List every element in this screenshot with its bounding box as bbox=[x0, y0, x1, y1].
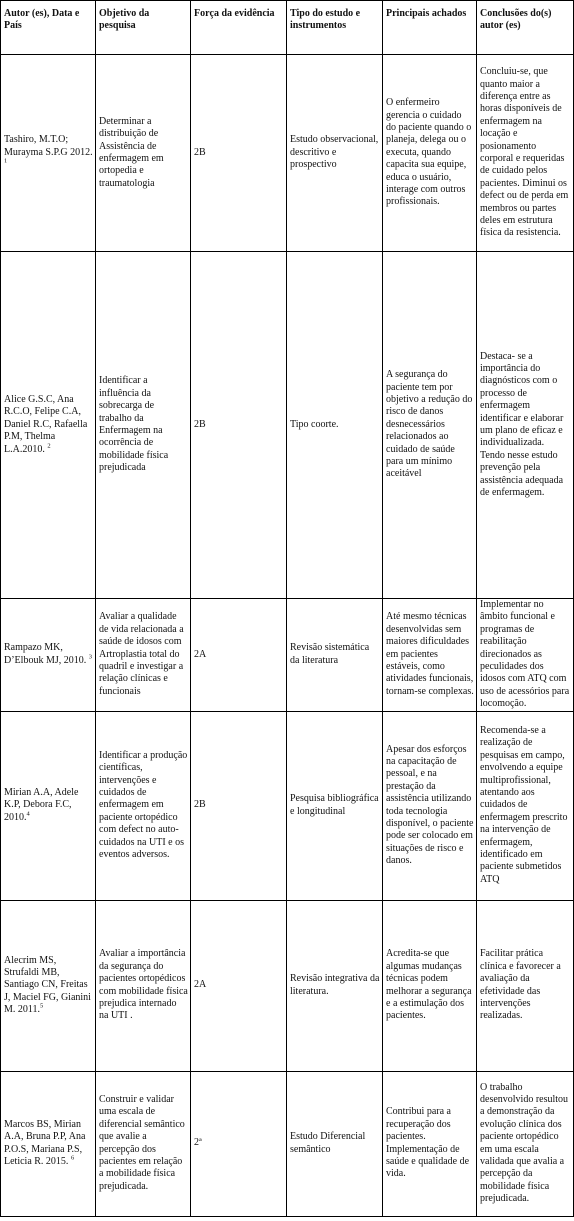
author-cell bbox=[1, 599, 96, 712]
conclusions-cell: Facilitar prática clínica e favorecer a avaliação da efetividade das intervenções realizadas. bbox=[477, 900, 574, 1071]
findings-cell: O enfermeiro gerencia o cuidado do paciente quando o planeja, delega ou o executa, quando capacita sua equipe, educa o usuário, interage com outros profissionais. bbox=[383, 55, 477, 252]
findings-cell: Apesar dos esforços na capacitação de pessoal, e na prestação da assistência utilizando toda tecnologia disponível, o paciente pode ser colocado em situações de risco e danos. bbox=[383, 711, 477, 900]
author-text: Marcos BS, Mirian A.A, Bruna P.P, Ana P.O.S, Mariana P.S, Leticia R. 2015. bbox=[4, 1118, 86, 1168]
findings-cell: A segurança do paciente tem por objetivo a redução do risco de danos desnecessários relacionados ao cuidado de saúde para um mínimo aceitável bbox=[383, 252, 477, 599]
header-conclusions: Conclusões do(s) autor (es) bbox=[477, 1, 574, 55]
author-text: Rampazo MK, D’Elbouk MJ, 2010. bbox=[4, 642, 87, 666]
evidence-cell: 2A bbox=[191, 900, 287, 1071]
conclusions-cell: Implementar no âmbito funcional e programas de reabilitação direcionados as peculidades dos idosos com ATQ com uso de acessórios para locomoção. bbox=[477, 599, 574, 712]
author-text: Mirian A.A, Adele K.P, Debora F.C, 2010. bbox=[4, 787, 79, 823]
header-row bbox=[1, 1, 574, 55]
conclusions-cell: Concluiu-se, que quanto maior a diferença entre as horas disponíveis de enfermagem na locação e posionamento corporal e requeridas de cuidado pelos pacientes. Diminui os defect ou de perda em membros ou partes deles em estrutura física da resistencia. bbox=[477, 55, 574, 252]
evidence-cell: 2B bbox=[191, 55, 287, 252]
objective-cell: Identificar a influência da sobrecarga de trabalho da Enfermagem na ocorrência de mobilidade física prejudicada bbox=[96, 252, 191, 599]
table-row bbox=[1, 55, 574, 252]
study-type-cell: Revisão sistemática da literatura bbox=[287, 599, 383, 712]
table-row bbox=[1, 252, 574, 599]
objective-cell: Construir e validar uma escala de diferencial semântico que avalie a percepção dos pacientes em relação a mobilidade física prejudicada. bbox=[96, 1071, 191, 1216]
study-type-cell: Tipo coorte. bbox=[287, 252, 383, 599]
study-type-cell: Estudo observacional, descritivo e prospectivo bbox=[287, 55, 383, 252]
header-findings: Principais achados bbox=[383, 1, 477, 55]
header-study-type: Tipo do estudo e instrumentos bbox=[287, 1, 383, 55]
objective-cell: Determinar a distribuição de Assistência de enfermagem em ortopedia e traumatologia bbox=[96, 55, 191, 252]
table-row bbox=[1, 711, 574, 900]
table-row bbox=[1, 599, 574, 712]
header-author: Autor (es), Data e País bbox=[1, 1, 96, 55]
study-type-cell: Pesquisa bibliográfica e longitudinal bbox=[287, 711, 383, 900]
evidence-cell: 2ª bbox=[191, 1071, 287, 1216]
header-evidence: Força da evidência bbox=[191, 1, 287, 55]
findings-cell: Acredita-se que algumas mudanças técnicas podem melhorar a segurança e a estimulação dos pacientes. bbox=[383, 900, 477, 1071]
conclusions-cell: Recomenda-se a realização de pesquisas em campo, envolvendo a equipe multiprofissional, atentando aos cuidados de enfermagem prescrito na intervenção de enfermagem, identificado em paciente submetidos ATQ bbox=[477, 711, 574, 900]
objective-cell: Identificar a produção científicas, intervenções e cuidados de enfermagem em paciente ortopédico com defect no auto-cuidados na UTI e os eventos adversos. bbox=[96, 711, 191, 900]
reference-number: 4 bbox=[26, 810, 30, 818]
header-objective: Objetivo da pesquisa bbox=[96, 1, 191, 55]
author-text: Alecrim MS, Strufaldi MB, Santiago CN, Freitas J, Maciel FG, Gianini M. 2011. bbox=[4, 954, 91, 1016]
author-cell bbox=[1, 252, 96, 599]
evidence-cell: 2B bbox=[191, 711, 287, 900]
table-row bbox=[1, 1071, 574, 1216]
evidence-cell: 2B bbox=[191, 252, 287, 599]
reference-number: 5 bbox=[40, 1002, 44, 1010]
author-cell bbox=[1, 55, 96, 252]
author-text: Tashiro, M.T.O; Murayma S.P.G 2012. bbox=[4, 134, 93, 158]
reference-number: 1 bbox=[4, 157, 8, 165]
reference-number: 2 bbox=[47, 442, 51, 450]
author-cell bbox=[1, 1071, 96, 1216]
objective-cell: Avaliar a importância da segurança do pacientes ortopédicos com mobilidade física prejudica internado na UTI . bbox=[96, 900, 191, 1071]
study-type-cell: Estudo Diferencial semântico bbox=[287, 1071, 383, 1216]
findings-cell: Até mesmo técnicas desenvolvidas sem maiores dificuldades em pacientes estáveis, como atividades funcionais, tornam-se complexas. bbox=[383, 599, 477, 712]
conclusions-cell: Destaca- se a importância do diagnósticos com o processo de enfermagem identificar e elaborar um plano de eficaz e individualizada. Tendo nesse estudo prevenção pela assistência adequada de enfermagem. bbox=[477, 252, 574, 599]
reference-number: 6 bbox=[70, 1154, 75, 1162]
author-text: Alice G.S.C, Ana R.C.O, Felipe C.A, Daniel R.C, Rafaella P.M, Thelma L.A.2010. bbox=[4, 393, 88, 455]
study-type-cell: Revisão integrativa da literatura. bbox=[287, 900, 383, 1071]
objective-cell: Avaliar a qualidade de vida relacionada a saúde de idosos com Artroplastia total do quadril e investigar a relação clínicas e funcionais bbox=[96, 599, 191, 712]
table-row bbox=[1, 900, 574, 1071]
author-cell bbox=[1, 900, 96, 1071]
evidence-cell: 2A bbox=[191, 599, 287, 712]
reference-number: 3 bbox=[88, 653, 92, 661]
findings-cell: Contribui para a recuperação dos pacientes. Implementação de saúde e qualidade de vida. bbox=[383, 1071, 477, 1216]
conclusions-cell: O trabalho desenvolvido resultou a demonstração da evolução clínica dos paciente ortopédico em uma escala validada que avalia a percepção da mobilidade física prejudicada. bbox=[477, 1071, 574, 1216]
author-cell bbox=[1, 711, 96, 900]
